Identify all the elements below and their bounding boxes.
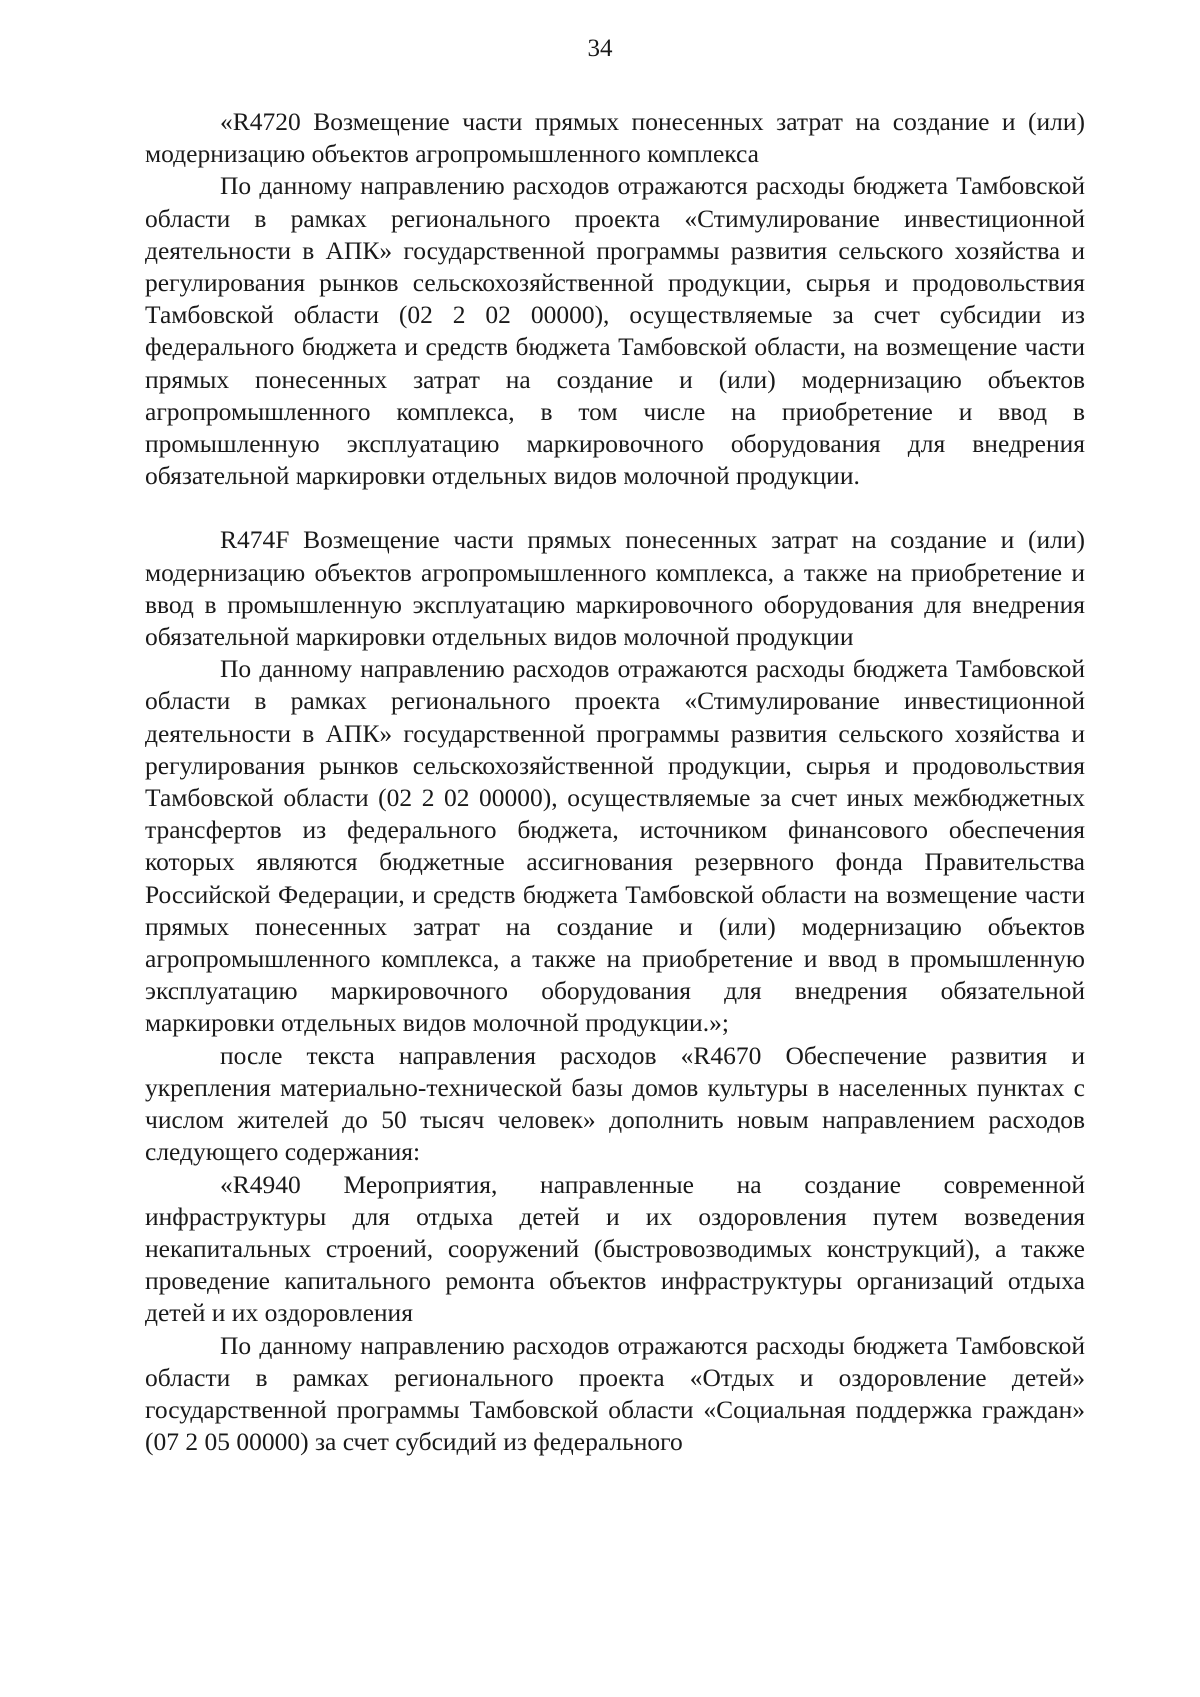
page-number: 34 xyxy=(587,35,613,62)
paragraph-r474f-heading: R474F Возмещение части прямых понесенных затрат на создание и (или) модернизацию объектов агропромышленного комплекса, а также на приобретение и ввод в промышленную эксплуатацию маркировочного оборудования для внедрения обязательной маркировки отдельных видов молочной продукции xyxy=(145,525,1085,652)
paragraph-r4720-description: По данному направлению расходов отражаются расходы бюджета Тамбовской области в рамках регионального проекта «Стимулирование инвестиционной деятельности в АПК» государственной программы развития сельского хозяйства и регулирования рынков сельскохозяйственной продукции, сырья и продовольствия Тамбовской области (02 2 02 00000), осуществляемые за счет субсидии из федерального бюджета и средств бюджета Тамбовской области, на возмещение части прямых понесенных затрат на создание и (или) модернизацию объектов агропромышленного комплекса, в том числе на приобретение и ввод в промышленную эксплуатацию маркировочного оборудования для внедрения обязательной маркировки отдельных видов молочной продукции. xyxy=(145,171,1085,491)
paragraph-r4940-heading: «R4940 Мероприятия, направленные на создание современной инфраструктуры для отдыха детей и их оздоровления путем возведения некапитальных строений, сооружений (быстровозводимых конструкций), а также проведение капитального ремонта объектов инфраструктуры организаций отдыха детей и их оздоровления xyxy=(145,1169,1085,1328)
document-body xyxy=(145,106,1085,1458)
paragraph-r474f-description: По данному направлению расходов отражаются расходы бюджета Тамбовской области в рамках регионального проекта «Стимулирование инвестиционной деятельности в АПК» государственной программы развития сельского хозяйства и регулирования рынков сельскохозяйственной продукции, сырья и продовольствия Тамбовской области (02 2 02 00000), осуществляемые за счет иных межбюджетных трансфертов из федерального бюджета, источником финансового обеспечения которых являются бюджетные ассигнования резервного фонда Правительства Российской Федерации, и средств бюджета Тамбовской области на возмещение части прямых понесенных затрат на создание и (или) модернизацию объектов агропромышленного комплекса, а также на приобретение и ввод в промышленную эксплуатацию маркировочного оборудования для внедрения обязательной маркировки отдельных видов молочной продукции.»; xyxy=(145,654,1085,1038)
paragraph-r4940-description: По данному направлению расходов отражаются расходы бюджета Тамбовской области в рамках регионального проекта «Отдых и оздоровление детей» государственной программы Тамбовской области «Социальная поддержка граждан» (07 2 05 00000) за счет субсидий из федерального xyxy=(145,1330,1085,1457)
paragraph-r4720-heading: «R4720 Возмещение части прямых понесенных затрат на создание и (или) модернизацию объектов агропромышленного комплекса xyxy=(145,107,1085,169)
paragraph-amendment-instruction: после текста направления расходов «R4670 Обеспечение развития и укрепления материально-технической базы домов культуры в населенных пунктах с числом жителей до 50 тысяч человек» дополнить новым направлением расходов следующего содержания: xyxy=(145,1040,1085,1167)
